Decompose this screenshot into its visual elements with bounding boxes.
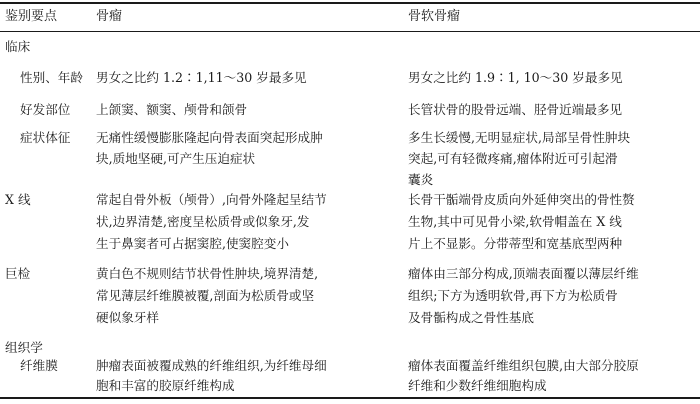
header-col-criteria: 鉴别要点 [5,9,58,24]
header-rule [0,31,700,32]
osteochondroma-symptoms-line: 囊炎 [408,172,434,187]
osteochondroma-symptoms-line: 突起,可有轻微疼痛,瘤体附近可引起滑 [408,151,618,166]
osteoma-fibrous-line: 肿瘤表面被覆成熟的纤维组织,为纤维母细 [96,358,327,373]
osteochondroma-sex-age-line: 男女之比约 1.9∶1, 10～30 岁最多见 [408,70,623,85]
row-label-fibrous: 纤维膜 [20,358,58,373]
section-clinical: 临床 [5,39,31,54]
osteoma-gross-line: 硬似象牙样 [96,310,159,325]
osteochondroma-xray-line: 长骨干骺端骨皮质向外延伸突出的骨性赘 [408,192,635,207]
osteochondroma-gross-line: 及骨骺构成之骨性基底 [408,310,534,325]
osteochondroma-symptoms-line: 多生长缓慢,无明显症状,局部呈骨性肿块 [408,130,631,145]
row-label-gross: 巨检 [5,266,31,281]
header-col-osteochondroma: 骨软骨瘤 [408,9,461,24]
row-label-xray: X 线 [5,192,31,207]
osteoma-gross-line: 常见薄层纤维膜被覆,剖面为松质骨或坚 [96,288,315,303]
osteoma-symptoms-line: 无痛性缓慢膨胀隆起向骨表面突起形成肿 [96,130,323,145]
row-label-symptoms: 症状体征 [20,130,71,145]
header-col-osteoma: 骨瘤 [96,9,123,24]
row-label-sex-age: 性别、年龄 [20,70,83,85]
osteoma-symptoms-line: 块,质地坚硬,可产生压迫症状 [96,151,256,166]
osteoma-xray-line: 常起自骨外板（颅骨）,向骨外隆起呈结节 [96,192,327,207]
osteochondroma-gross-line: 组织;下方为透明软骨,再下方为松质骨 [408,288,618,303]
osteoma-sex-age-line: 男女之比约 1.2∶1,11～30 岁最多见 [96,70,307,85]
osteochondroma-xray-line: 生物,其中可见骨小梁,软骨帽盖在 X 线 [408,214,622,229]
section-histology: 组织学 [5,340,43,355]
osteochondroma-gross-line: 瘤体由三部分构成,顶端表面覆以薄层纤维 [408,266,639,281]
osteoma-xray-line: 状,边界清楚,密度呈松质骨或似象牙,发 [96,214,310,229]
osteoma-xray-line: 生于鼻窦者可占据窦腔,使窦腔变小 [96,236,289,251]
osteoma-fibrous-line: 胞和丰富的胶原纤维构成 [96,378,235,393]
osteochondroma-xray-line: 片上不显影。分带蒂型和宽基底型两种 [408,236,623,251]
osteochondroma-fibrous-line: 瘤体表面覆盖纤维组织包膜,由大部分胶原 [408,358,639,373]
osteochondroma-site-line: 长管状骨的股骨远端、胫骨近端最多见 [408,102,623,117]
osteoma-site-line: 上颌窦、额窦、颅骨和颌骨 [96,102,248,117]
row-label-site: 好发部位 [20,102,71,117]
osteoma-gross-line: 黄白色不规则结节状骨性肿块,境界清楚, [96,266,319,281]
osteochondroma-fibrous-line: 纤维和少数纤维细胞构成 [408,378,547,393]
